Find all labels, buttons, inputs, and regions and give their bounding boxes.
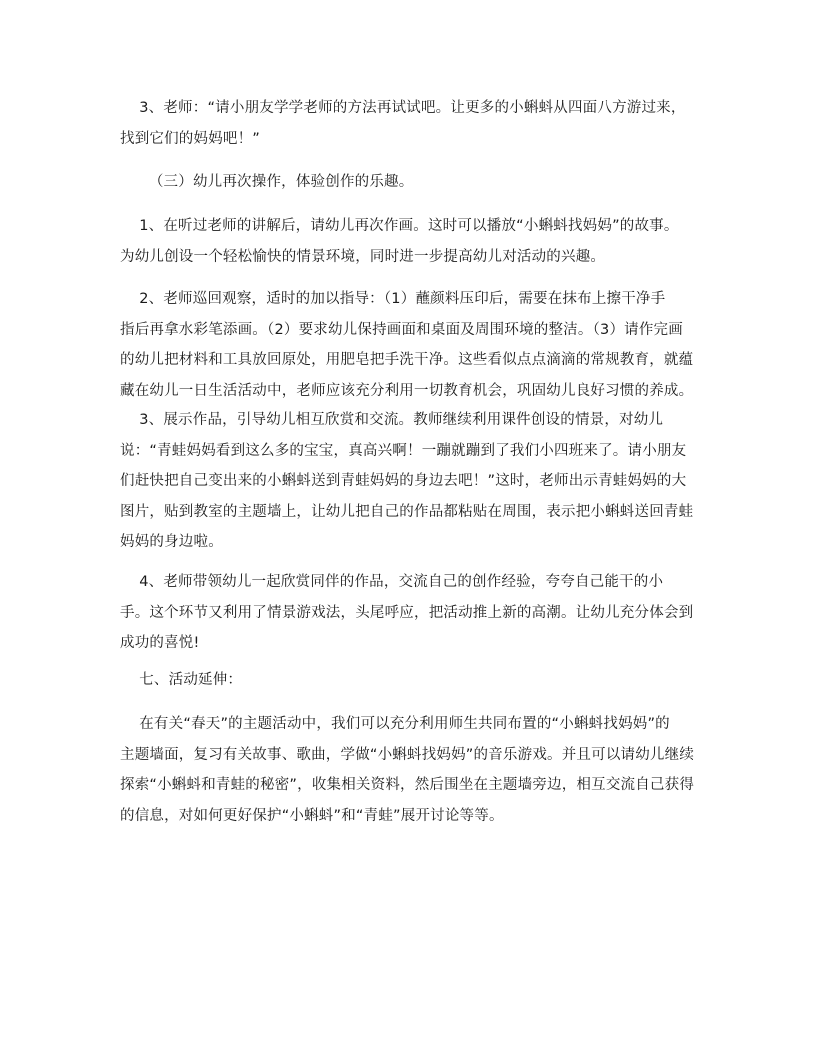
paragraph-line: 3、老师：“请小朋友学学老师的方法再试试吧。让更多的小蝌蚪从四面八方游过来，	[120, 100, 686, 116]
paragraph-line: 成功的喜悦!	[120, 635, 200, 651]
paragraph-line: 说：“青蛙妈妈看到这么多的宝宝，真高兴啊！一蹦就蹦到了我们小四班来了。请小朋友	[120, 442, 687, 459]
paragraph-line: 2、老师巡回观察，适时的加以指导：（1）蘸颜料压印后，需要在抹布上擦干净手	[120, 291, 666, 307]
paragraph-line: 主题墙面，复习有关故事、歌曲，学做“小蝌蚪找妈妈”的音乐游戏。并且可以请幼儿继续	[120, 746, 695, 763]
paragraph-line: （三）幼儿再次操作，体验创作的乐趣。	[120, 174, 414, 190]
paragraph-line: 3、展示作品，引导幼儿相互欣赏和交流。教师继续利用课件创设的情景，对幼儿	[120, 412, 664, 428]
paragraph-line: 藏在幼儿一日生活活动中，老师应该充分利用一切教育机会，巩固幼儿良好习惯的养成。	[120, 382, 694, 399]
paragraph-line: 们赶快把自己变出来的小蝌蚪送到青蛙妈妈的身边去吧！”这时，老师出示青蛙妈妈的大	[120, 473, 687, 489]
paragraph-line: 指后再拿水彩笔添画。（2）要求幼儿保持画面和桌面及周围环境的整洁。（3）请作完画	[120, 321, 683, 338]
paragraph-line: 手。这个环节又利用了情景游戏法，头尾呼应，把活动推上新的高潮。让幼儿充分体会到	[120, 604, 694, 621]
paragraph-line: 的信息，对如何更好保护“小蝌蚪”和“青蛙”展开讨论等等。	[120, 807, 504, 824]
paragraph-line: 1、在听过老师的讲解后，请幼儿再次作画。这时可以播放“小蝌蚪找妈妈”的故事。	[120, 218, 679, 234]
paragraph-line: 的幼儿把材料和工具放回原处，用肥皂把手洗干净。这些看似点点滴滴的常规教育，就蕴	[120, 352, 694, 368]
paragraph-line: 为幼儿创设一个轻松愉快的情景环境，同时进一步提高幼儿对活动的兴趣。	[120, 248, 606, 265]
paragraph-line: 4、老师带领幼儿一起欣赏同伴的作品，交流自己的创作经验，夸夸自己能干的小	[120, 574, 664, 590]
paragraph-line: 妈妈的身边啦。	[120, 534, 223, 550]
paragraph-line: 七、活动延伸：	[120, 672, 243, 688]
paragraph-line: 图片，贴到教室的主题墙上，让幼儿把自己的作品都粘贴在周围，表示把小蝌蚪送回青蛙	[120, 503, 694, 520]
paragraph-line: 找到它们的妈妈吧！”	[120, 130, 261, 147]
paragraph-line: 在有关“春天”的主题活动中，我们可以充分利用师生共同布置的“小蝌蚪找妈妈”的	[120, 716, 670, 732]
paragraph-line: 探索“小蝌蚪和青蛙的秘密”，收集相关资料，然后围坐在主题墙旁边，相互交流自己获得	[120, 777, 695, 793]
